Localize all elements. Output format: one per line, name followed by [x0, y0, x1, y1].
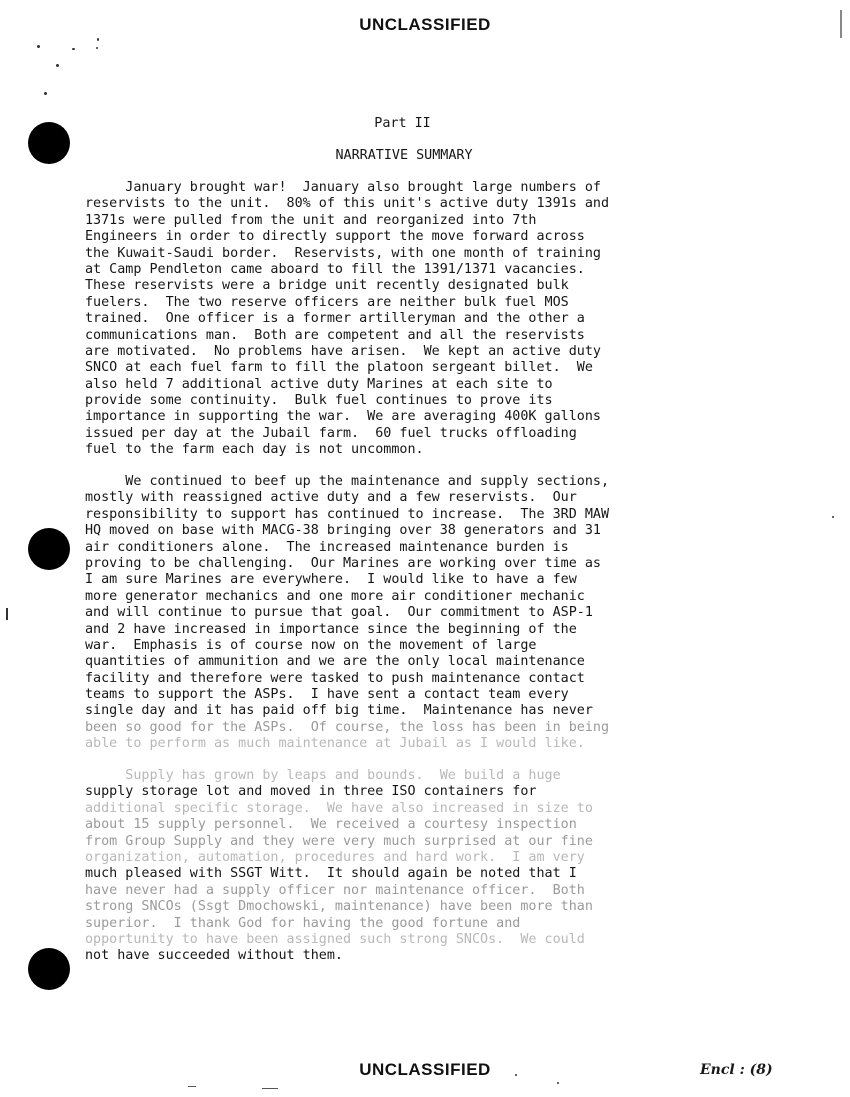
- text-line: responsibility to support has continued to increase. The 3RD MAW: [85, 506, 610, 522]
- text-line: been so good for the ASPs. Of course, the loss has been in being: [85, 719, 610, 735]
- text-line: and will continue to pursue that goal. Our commitment to ASP-1: [85, 605, 593, 621]
- enclosure-mark: Encl : (8): [700, 1062, 773, 1078]
- paragraph-3: [85, 768, 745, 965]
- text-line: Engineers in order to directly support the move forward across: [85, 229, 585, 245]
- text-line: January brought war! January also brought large numbers of: [85, 180, 601, 195]
- text-line: much pleased with SSGT Witt. It should again be noted that I: [85, 866, 577, 882]
- scan-speck: [832, 516, 834, 518]
- text-line: are motivated. No problems have arisen. We kept an active duty: [85, 343, 601, 359]
- text-line: SNCO at each fuel farm to fill the platoon sergeant billet. We: [85, 360, 593, 376]
- scan-speck: [6, 608, 8, 620]
- scan-speck: [44, 92, 47, 95]
- scan-speck: [37, 45, 40, 48]
- scan-speck: [97, 38, 99, 41]
- text-line: fuelers. The two reserve officers are neither bulk fuel MOS: [85, 294, 569, 310]
- text-line: war. Emphasis is of course now on the movement of large: [85, 637, 537, 653]
- text-line: opportunity to have been assigned such strong SNCOs. We could: [85, 931, 585, 947]
- text-line: not have succeeded without them.: [85, 948, 343, 964]
- section-title: NARRATIVE SUMMARY: [335, 148, 473, 163]
- text-line: supply storage lot and moved in three ISO containers for: [85, 784, 537, 800]
- text-line: the Kuwait-Saudi border. Reservists, with one month of training: [85, 245, 601, 261]
- scan-speck: [557, 1082, 559, 1084]
- scan-speck: [56, 64, 59, 67]
- scan-mark: [188, 1086, 196, 1087]
- classification-footer: UNCLASSIFIED: [359, 1060, 491, 1079]
- text-line: facility and therefore were tasked to push maintenance contact: [85, 670, 585, 686]
- text-line: from Group Supply and they were very much surprised at our fine: [85, 833, 593, 849]
- paragraph-1: [85, 180, 745, 459]
- text-line: proving to be challenging. Our Marines are working over time as: [85, 555, 601, 571]
- text-line: teams to support the ASPs. I have sent a contact team every: [85, 687, 569, 703]
- text-line: have never had a supply officer nor maintenance officer. Both: [85, 882, 585, 898]
- scan-speck: [840, 10, 842, 38]
- text-line: quantities of ammunition and we are the only local maintenance: [85, 654, 585, 670]
- text-line: and 2 have increased in importance since the beginning of the: [85, 621, 577, 637]
- text-line: 1371s were pulled from the unit and reorganized into 7th: [85, 212, 537, 228]
- text-line: Supply has grown by leaps and bounds. We build a huge: [85, 768, 561, 783]
- scan-speck: [515, 1074, 517, 1076]
- text-line: fuel to the farm each day is not uncommon.: [85, 442, 424, 458]
- text-line: air conditioners alone. The increased maintenance burden is: [85, 539, 569, 555]
- text-line: HQ moved on base with MACG-38 bringing over 38 generators and 31: [85, 523, 601, 539]
- scan-speck: [72, 48, 75, 50]
- text-line: single day and it has paid off big time. Maintenance has never: [85, 703, 593, 719]
- punch-hole: [28, 528, 70, 570]
- scan-speck: [96, 47, 98, 49]
- text-line: provide some continuity. Bulk fuel continues to prove its: [85, 393, 553, 409]
- text-line: importance in supporting the war. We are averaging 400K gallons: [85, 409, 601, 425]
- text-line: organization, automation, procedures and hard work. I am very: [85, 849, 585, 865]
- text-line: These reservists were a bridge unit recently designated bulk: [85, 278, 569, 294]
- classification-header: UNCLASSIFIED: [359, 15, 491, 34]
- text-line: mostly with reassigned active duty and a few reservists. Our: [85, 490, 577, 506]
- text-line: at Camp Pendleton came aboard to fill the 1391/1371 vacancies.: [85, 261, 585, 277]
- text-line: trained. One officer is a former artilleryman and the other a: [85, 311, 585, 327]
- text-line: issued per day at the Jubail farm. 60 fuel trucks offloading: [85, 425, 577, 441]
- text-line: also held 7 additional active duty Marines at each site to: [85, 376, 553, 392]
- text-line: able to perform as much maintenance at Jubail as I would like.: [85, 736, 585, 752]
- text-line: about 15 supply personnel. We received a courtesy inspection: [85, 817, 577, 833]
- text-line: additional specific storage. We have also increased in size to: [85, 800, 593, 816]
- text-line: superior. I thank God for having the good fortune and: [85, 915, 521, 931]
- text-line: communications man. Both are competent and all the reservists: [85, 327, 585, 343]
- paragraph-2: [85, 474, 745, 753]
- punch-hole: [28, 948, 70, 990]
- text-line: We continued to beef up the maintenance and supply sections,: [85, 474, 610, 489]
- text-line: more generator mechanics and one more air conditioner mechanic: [85, 588, 585, 604]
- text-line: reservists to the unit. 80% of this unit's active duty 1391s and: [85, 196, 610, 212]
- text-line: I am sure Marines are everywhere. I would like to have a few: [85, 572, 577, 588]
- part-heading: Part II: [374, 116, 431, 131]
- scan-mark: [262, 1088, 278, 1089]
- text-line: strong SNCOs (Ssgt Dmochowski, maintenance) have been more than: [85, 899, 593, 915]
